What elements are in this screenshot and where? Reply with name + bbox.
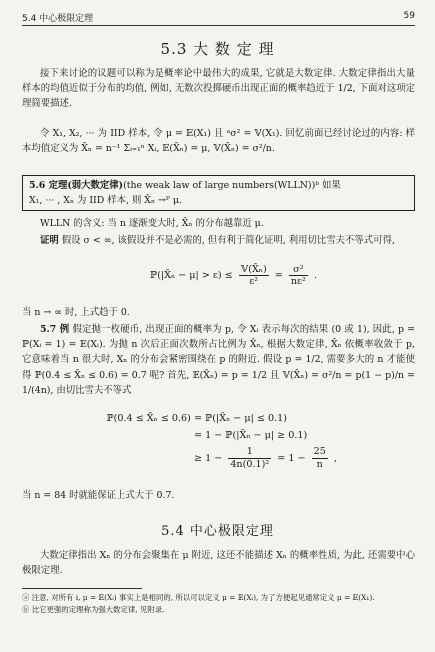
theorem-text-line1: (the weak law of large numbers(WLLN))ᵇ 如果 bbox=[123, 180, 341, 191]
eq3-end: , bbox=[333, 453, 337, 464]
eq3-numerator: 1 bbox=[228, 446, 271, 459]
eq3-pre: 1 − bbox=[205, 453, 223, 464]
ineq-fraction-1 bbox=[239, 264, 269, 287]
example-text: 假定抛一枚硬币, 出现正面的概率为 p, 令 Xᵢ 表示每次的结果 (0 或 1), 因此, p = ℙ(Xᵢ = 1) = 𝔼(Xᵢ). 为抛 n 次后正面次数所占比例为 X̄ₙ, 根据大数定律, X̄ₙ 依概率收敛于 p, 它意味着当 n 很大时, Xₙ 的分布会紧密围绕在 p 的附近. 假设 p = 1/2, 需要多大的 n 才能使得 ℙ(0.4 ≤ X̄ₙ ≤ 0.6) = 0.7 呢? 首先, 𝔼(X̄ₙ) = p = 1/2 且 𝕍(X̄ₙ) = σ²/n = p(1 − p)/n = 1/(4n), 由切比雪夫不等式 bbox=[22, 324, 415, 396]
ineq-left: ℙ(|X̄ₙ − μ| > ε) ≤ bbox=[150, 270, 233, 281]
eq3-denominator: 4n(0.1)² bbox=[230, 459, 270, 470]
example-paragraph bbox=[22, 322, 415, 398]
eq1-right: ℙ(|X̄ₙ − μ| ≤ 0.1) bbox=[205, 413, 287, 424]
page-number: 59 bbox=[403, 11, 415, 21]
theorem-label: 5.6 定理(弱大数定律) bbox=[29, 180, 124, 191]
ineq-frac2-denominator: nε² bbox=[290, 276, 306, 287]
ineq-fraction-2 bbox=[289, 264, 308, 287]
ineq-frac1-numerator: 𝕍(X̄ₙ) bbox=[240, 264, 267, 275]
ineq-frac1-denominator: ε² bbox=[249, 276, 259, 287]
wlln-conclusion: 当 n → ∞ 时, 上式趋于 0. bbox=[22, 307, 130, 318]
eq3-fraction-1 bbox=[228, 446, 271, 471]
theorem-text-line2: X₁, ··· , Xₙ 为 IID 样本, 则 X̄ₙ →ᴾ μ. bbox=[29, 194, 182, 206]
paragraph-intro: 接下来讨论的议题可以称为是概率论中最伟大的成果, 它就是大数定律. 大数定律指出大量样本的均值近似于分布的均值, 例如, 无数次投掷硬币出现正面的概率趋近于 1/2, 下面对这项定理简要描述. bbox=[22, 68, 415, 110]
eq3-fraction-2 bbox=[312, 446, 328, 471]
eq3-numerator-2: 25 bbox=[313, 446, 326, 457]
derivation-line-2 bbox=[92, 427, 337, 444]
example-derivation bbox=[92, 410, 337, 474]
chebyshev-inequality bbox=[150, 264, 317, 287]
derivation-line-3 bbox=[92, 444, 337, 474]
ineq-end: . bbox=[313, 270, 317, 281]
eq2-left: = bbox=[193, 430, 202, 441]
eq3-denominator-2: n bbox=[316, 459, 323, 470]
paragraph-sample-mean: 令 X₁, X₂, ··· 为 IID 样本, 令 μ = 𝔼(X₁) 且 ᵃσ² = 𝕍(X₁). 回忆前面已经讨论过的内容: 样本均值定义为 X̄ₙ = n⁻¹ Σᵢ₌₁ⁿ Xᵢ, 𝔼(X̄ₙ) = μ, 𝕍(X̄ₙ) = σ²/n. bbox=[22, 128, 415, 155]
section-title: 5.3 大 数 定 理 bbox=[160, 40, 275, 58]
footnote-b: ⓑ 比它更强的定理称为强大数定律, 见附录. bbox=[22, 605, 165, 614]
derivation-line-1 bbox=[92, 410, 337, 427]
eq2-right: 1 − ℙ(|X̄ₙ − μ| ≥ 0.1) bbox=[205, 430, 308, 441]
proof-text: 假设 σ < ∞, 该假设并不是必需的, 但有利于简化证明, 利用切比雪夫不等式可得, bbox=[61, 235, 395, 246]
footnote-a: ⓐ 注意, 对所有 i, μ = 𝔼(Xᵢ) 事实上是相同的, 所以可以定义 μ = 𝔼(Xᵢ), 为了方便起见通常定义 μ = 𝔼(X₁). bbox=[22, 593, 375, 602]
ineq-frac2-numerator: σ² bbox=[289, 264, 308, 276]
example-conclusion: 当 n = 84 时就能保证上式大于 0.7. bbox=[22, 490, 175, 501]
running-section-ref: 5.4 中心极限定理 bbox=[22, 14, 94, 24]
theorem-box bbox=[22, 175, 415, 211]
proof-paragraph bbox=[22, 233, 415, 248]
proof-label: 证明 bbox=[40, 235, 59, 246]
footnotes bbox=[22, 592, 415, 616]
header-rule bbox=[22, 25, 415, 26]
running-header bbox=[22, 11, 415, 24]
footnote-rule bbox=[22, 588, 142, 589]
wlln-meaning: WLLN 的含义: 当 n 逐渐变大时, X̄ₙ 的分布越靠近 μ. bbox=[40, 218, 264, 229]
ineq-equals: = bbox=[274, 270, 283, 281]
example-label: 5.7 例 bbox=[40, 324, 70, 335]
clt-intro-paragraph: 大数定律指出 Xₙ 的分布会聚集在 μ 附近, 这还不能描述 Xₙ 的概率性质, 为此, 还需要中心极限定理. bbox=[22, 550, 415, 577]
eq3-left: ≥ bbox=[193, 453, 202, 464]
eq3-right bbox=[205, 444, 337, 474]
eq1-left: ℙ(0.4 ≤ X̄ₙ ≤ 0.6) = bbox=[106, 413, 202, 424]
eq3-mid: = 1 − bbox=[277, 453, 306, 464]
subsection-title: 5.4 中心极限定理 bbox=[161, 524, 274, 539]
